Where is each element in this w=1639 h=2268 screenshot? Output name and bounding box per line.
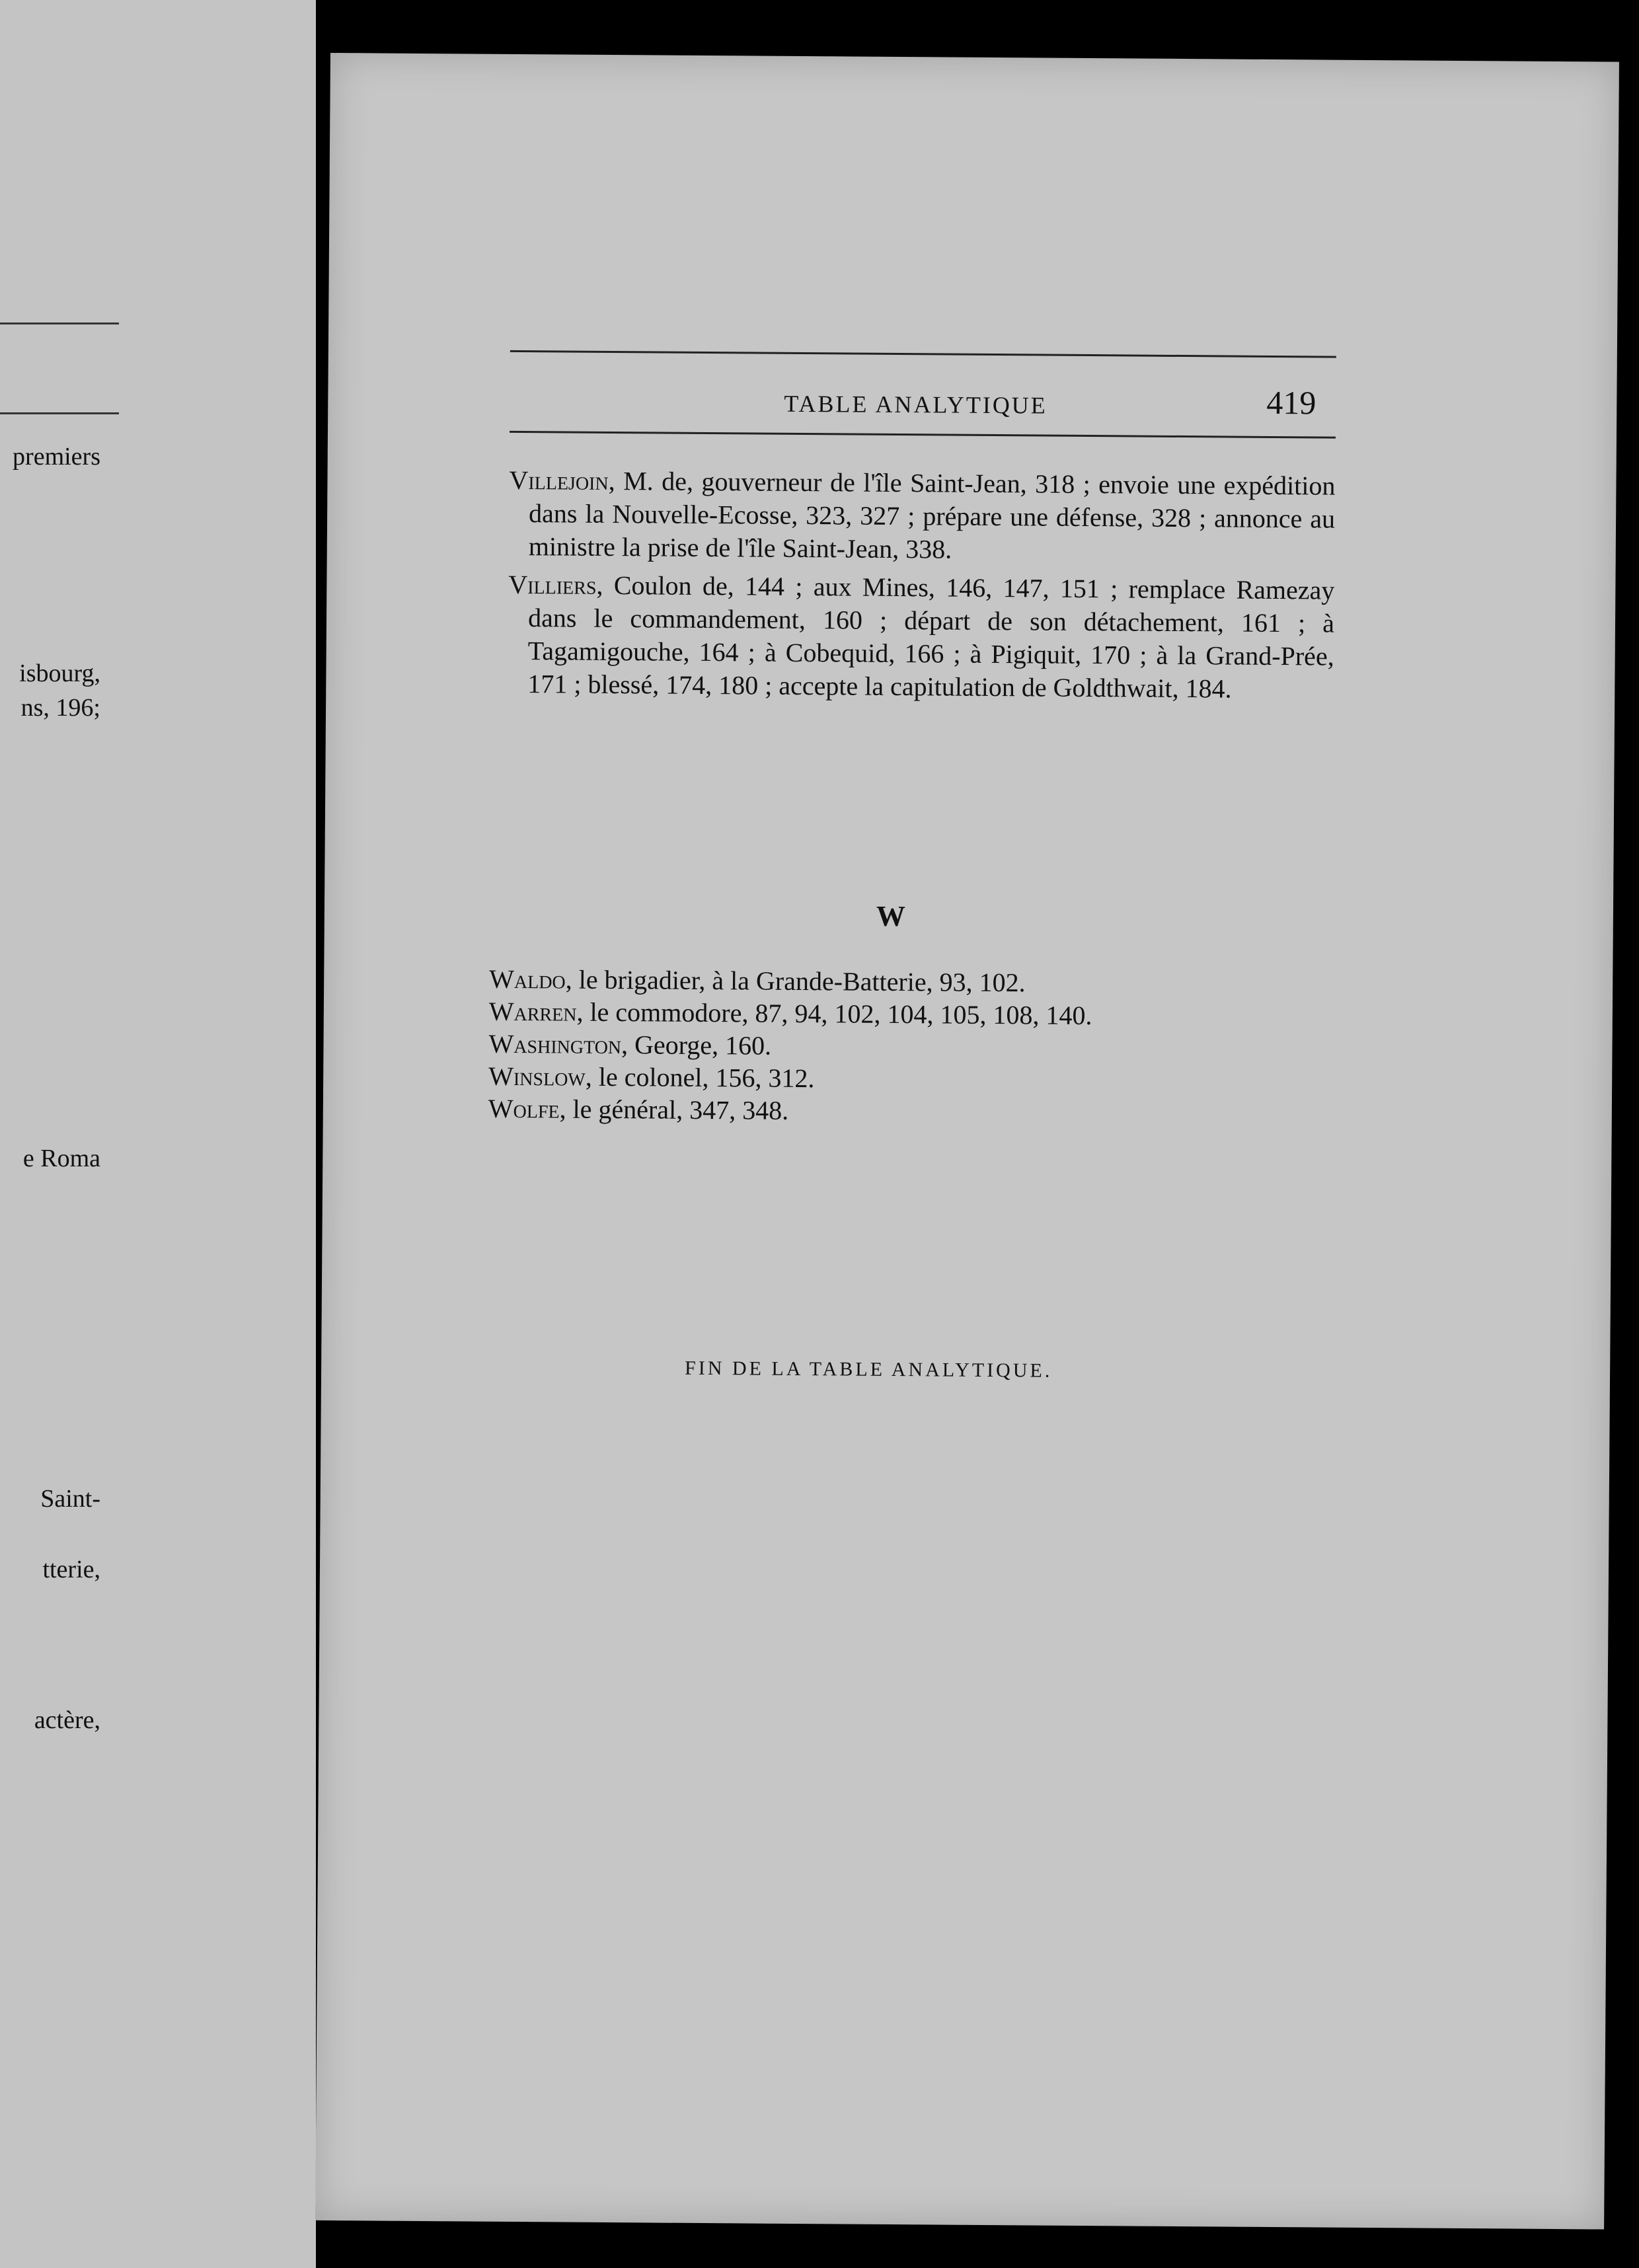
index-entries-v <box>508 464 1336 712</box>
running-title: TABLE ANALYTIQUE <box>784 390 1048 419</box>
index-entry <box>489 995 1315 1034</box>
entry-text: , le colonel, 156, 312. <box>585 1061 815 1094</box>
entry-text: , le brigadier, à la Grande-Batterie, 93, 102. <box>565 964 1026 998</box>
entry-text: , le commodore, 87, 94, 102, 104, 105, 108, 140. <box>576 997 1092 1031</box>
header-rule-bottom <box>510 431 1336 439</box>
left-page-rule <box>0 412 119 414</box>
index-entries-w <box>488 963 1316 1131</box>
entry-text: , le général, 347, 348. <box>559 1094 789 1125</box>
entry-text: , Coulon de, 144 ; aux Mines, 146, 147, 151 ; remplace Ramezay dans le commandement, 160 ; départ de son détachement, 161 ; à Tagamigouche, 164 ; à Cobequid, 166 ; à Pigiquit, 170 ; à la Grand-Prée, 171 ; blessé, 174, 180 ; accepte la capitulation de Goldthwait, 184. <box>527 570 1335 704</box>
left-fragment-text: actère, <box>34 1706 100 1734</box>
left-fragment-text: Saint- <box>40 1485 100 1513</box>
entry-headword: Washington <box>488 1028 622 1060</box>
entry-headword: Warren <box>488 996 577 1027</box>
main-page <box>315 53 1619 2230</box>
left-page-fragment <box>0 0 316 2268</box>
left-fragment-text: ns, 196; <box>20 694 100 722</box>
index-entry <box>509 464 1336 569</box>
entry-headword: Winslow <box>488 1061 586 1092</box>
closing-line: FIN DE LA TABLE ANALYTIQUE. <box>685 1357 1053 1382</box>
left-page-rule <box>0 322 119 324</box>
header-rule-top <box>510 350 1336 358</box>
page-number: 419 <box>1266 383 1316 422</box>
entry-headword: Waldo <box>489 964 566 995</box>
index-entry <box>488 1060 1315 1098</box>
index-entry <box>489 963 1315 1001</box>
index-entry <box>488 1028 1315 1066</box>
entry-headword: Villejoin <box>509 465 609 496</box>
left-fragment-text: premiers <box>13 443 100 471</box>
left-fragment-text: isbourg, <box>19 660 100 687</box>
section-letter: W <box>876 899 906 933</box>
entry-text: , M. de, gouverneur de l'île Saint-Jean, 318 ; envoie une expédition dans la Nouvelle-Ecosse, 323, 327 ; prépare une défense, 328 ; annonce au ministre la prise de l'île Saint-Jean, 338. <box>528 465 1336 564</box>
index-entry <box>508 568 1334 706</box>
index-entry <box>488 1092 1315 1131</box>
entry-text: , George, 160. <box>621 1030 772 1061</box>
entry-headword: Wolfe <box>488 1093 560 1124</box>
left-fragment-text: e Roma <box>22 1145 100 1172</box>
entry-headword: Villiers <box>508 569 597 600</box>
left-fragment-text: tterie, <box>42 1556 100 1583</box>
